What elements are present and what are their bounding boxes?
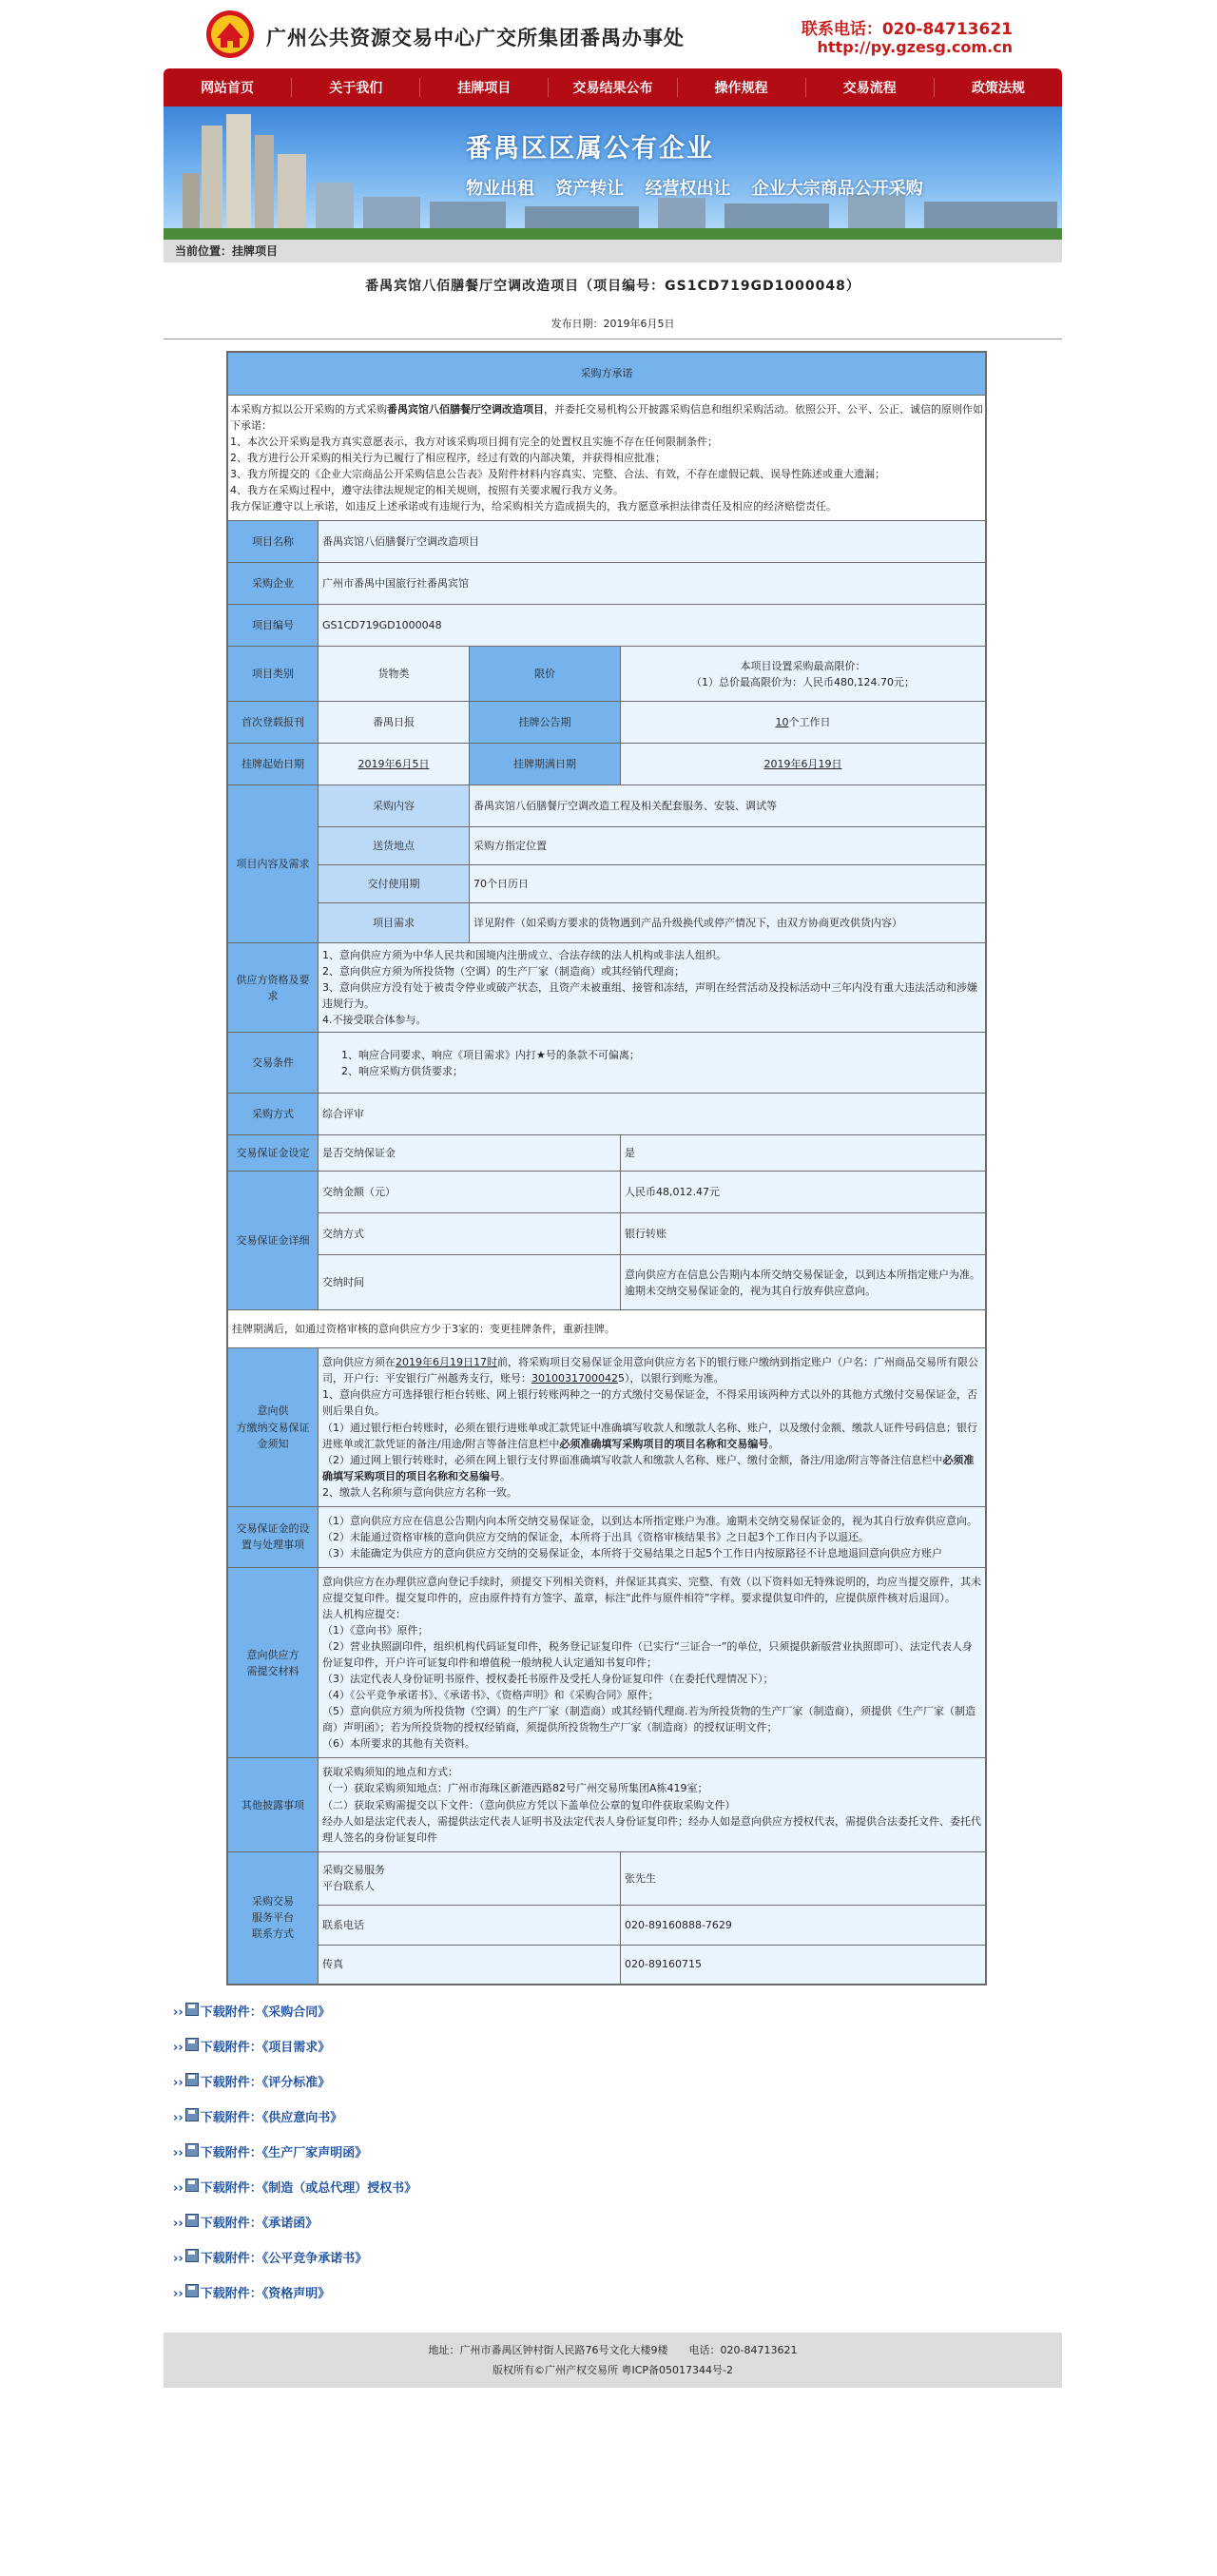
- double-arrow-icon: ››: [173, 2111, 184, 2126]
- deposit-time-label: 交纳时间: [319, 1255, 621, 1310]
- payment-text: 2、缴款人名称须与意向供应方名称一致。: [322, 1485, 517, 1499]
- category-label: 项目类别: [227, 647, 319, 702]
- floppy-disk-icon: [185, 2284, 199, 2297]
- download-requirements-link[interactable]: [173, 2030, 1062, 2065]
- download-label: 下载附件：《评分标准》: [200, 2076, 331, 2091]
- other-line: （一）获取采购须知地点：广州市海珠区新港西路82号广州交易所集团A栋419室；: [322, 1782, 708, 1795]
- floppy-disk-icon: [185, 2214, 199, 2227]
- start-date-label: 挂牌起始日期: [227, 744, 319, 785]
- commitment-project-name: 番禺宾馆八佰膳餐厅空调改造项目: [387, 403, 544, 416]
- download-label: 下载附件：《供应意向书》: [200, 2111, 343, 2126]
- payment-text: 意向供应方须在: [322, 1356, 396, 1369]
- payment-text: 1、意向供应方可选择银行柜台转账、网上银行转账两种之一的方式缴付交易保证金，不得采用该两种方式以外的其他方式缴付交易保证金，否则后果自负。: [322, 1388, 977, 1418]
- buyer-label: 采购企业: [227, 563, 319, 605]
- payment-text: 。: [500, 1469, 511, 1482]
- floppy-disk-icon: [185, 2073, 199, 2086]
- site-footer: [164, 2333, 1062, 2388]
- commitment-intro: 本采购方拟以公开采购的方式采购: [230, 403, 387, 416]
- double-arrow-icon: ››: [173, 2181, 184, 2197]
- payment-value: [319, 1348, 987, 1506]
- download-label: 下载附件：《生产厂家声明函》: [200, 2146, 368, 2161]
- document-line: （3）法定代表人身份证明书原件、授权委托书原件及受托人身份证复印件（在委托代理情况下）；: [322, 1673, 774, 1686]
- conditions-value: [319, 1033, 987, 1094]
- handling-line: （1）意向供应方应在信息公告期内向本所交纳交易保证金，以到达本所指定账户为准。逾期未交纳交易保证金的，视为其自行放弃供应意向。: [322, 1514, 977, 1527]
- website-url[interactable]: http://py.gzesg.com.cn: [817, 38, 1013, 56]
- commitment-heading: 采购方承诺: [227, 352, 986, 396]
- qualification-label: 供应方资格及要求: [227, 943, 319, 1033]
- requirement-value: 采购方指定位置: [470, 827, 987, 865]
- payment-text: （1）通过银行柜台转账时，必须在银行进账单或汇款凭证中准确填写收款人和缴款人名称、账户，以及缴付金额、缴款人证件号码信息；银行进账单或汇款凭证的备注/用途/附言等备注信息栏中: [322, 1421, 977, 1450]
- commitment-intro-end: ，并委托交易机构公开披露采购信息和组织采购活动。依照公开、公平、公正、诚信的原则作如下承诺：: [230, 403, 983, 433]
- documents-label: 意向供应方 需提交材料: [227, 1567, 319, 1758]
- download-contract-link[interactable]: [173, 1995, 1062, 2030]
- method-label: 采购方式: [227, 1094, 319, 1135]
- site-title: 广州公共资源交易中心广交所集团番禺办事处: [266, 27, 685, 49]
- nav-policy[interactable]: 政策法规: [971, 81, 1025, 96]
- nav-rules[interactable]: 操作规程: [678, 78, 806, 97]
- handling-line: （3）未能确定为供应方的意向供应方交纳的交易保证金，本所将于交易结果之日起5个工作日内按原路径不计息地退回意向供应方账户: [322, 1546, 942, 1559]
- announce-days: 10: [775, 716, 789, 729]
- download-scoring-link[interactable]: [173, 2065, 1062, 2101]
- double-arrow-icon: ››: [173, 2041, 184, 2056]
- payment-text: 5），以银行到账为准。: [617, 1372, 724, 1385]
- deposit-setting-label: 交易保证金设定: [227, 1135, 319, 1172]
- handling-value: [319, 1506, 987, 1567]
- requirement-value: 详见附件（如采购方要求的货物遇到产品升级换代或停产情况下，由双方协商更改供货内容）: [470, 903, 987, 943]
- deposit-way-value: 银行转账: [621, 1213, 987, 1255]
- commitment-item: 3、我方所提交的《企业大宗商品公开采购信息公告表》及附件材料内容真实、完整、合法、有效，不存在虚假记载、误导性陈述或重大遗漏；: [230, 468, 885, 481]
- contact-phone-label: 联系电话: [319, 1905, 621, 1945]
- page: [164, 0, 1062, 2388]
- double-arrow-icon: ››: [173, 2146, 184, 2161]
- banner: [164, 107, 1062, 240]
- buyer-value: 广州市番禺中国旅行社番禺宾馆: [319, 563, 987, 605]
- price-label: 限价: [470, 647, 621, 702]
- document-line: （5）意向供应方须为所投货物（空调）的生产厂家（制造商）或其经销代理商.若为所投货物的生产厂家（制造商），须提供《生产厂家（制造商）声明函》；若为所投货物的授权经销商，须提供所投货物生产厂家（制造商）的授权证明文件；: [322, 1705, 976, 1734]
- deposit-detail-label: 交易保证金详细: [227, 1172, 319, 1310]
- price-value: [621, 647, 987, 702]
- banner-subtitle: 物业出租 资产转让 经营权出让 企业大宗商品公开采购: [466, 179, 923, 199]
- qualification-line: 1、意向供应方须为中华人民共和国境内注册成立、合法存续的法人机构或非法人组织。: [322, 949, 726, 962]
- publish-date: 发布日期：2019年6月5日: [551, 318, 675, 330]
- contact-fax-label: 传真: [319, 1945, 621, 1985]
- nav-home[interactable]: 网站首页: [164, 78, 292, 97]
- qualification-line: 4.不接受联合体参与。: [322, 1014, 427, 1027]
- download-label: 下载附件：《项目需求》: [200, 2041, 331, 2056]
- deposit-time-value: 意向供应方在信息公告期内本所交纳交易保证金，以到达本所指定账户为准。逾期未交纳交易保证金的，视为其自行放弃供应意向。: [621, 1255, 987, 1310]
- deposit-setting-question: 是否交纳保证金: [319, 1135, 621, 1172]
- announce-unit: 个工作日: [788, 716, 831, 729]
- requirement-name: 采购内容: [319, 785, 470, 827]
- relisting-notice: 挂牌期满后，如通过资格审核的意向供应方少于3家的：变更挂牌条件，重新挂牌。: [227, 1310, 986, 1348]
- document-line: （6）本所要求的其他有关资料。: [322, 1737, 475, 1751]
- download-commitment-link[interactable]: [173, 2206, 1062, 2241]
- footer-address: 地址：广州市番禺区钟村街人民路76号文化大楼9楼 电话：020-84713621: [428, 2344, 798, 2357]
- main-nav: [164, 68, 1062, 107]
- floppy-disk-icon: [185, 2003, 199, 2016]
- requirement-name: 送货地点: [319, 827, 470, 865]
- site-header: [164, 0, 1062, 67]
- breadcrumb: 当前位置：挂牌项目: [164, 240, 1062, 262]
- double-arrow-icon: ››: [173, 2217, 184, 2232]
- contact-fax-value: 020-89160715: [621, 1945, 987, 1985]
- footer-copyright: 版权所有©广州产权交易所 粤ICP备05017344号-2: [492, 2364, 733, 2377]
- payment-deadline: 2019年6月19日17时: [396, 1356, 497, 1369]
- handling-line: （2）未能通过资格审核的意向供应方交纳的保证金，本所将于出具《资格审核结果书》之日起3个工作日内予以退还。: [322, 1530, 869, 1543]
- requirement-value: 番禺宾馆八佰膳餐厅空调改造工程及相关配套服务、安装、调试等: [470, 785, 987, 827]
- double-arrow-icon: ››: [173, 2252, 184, 2267]
- price-text: 本项目设置采购最高限价：: [740, 659, 866, 672]
- announce-value: [621, 702, 987, 744]
- download-fair-competition-link[interactable]: [173, 2241, 1062, 2276]
- download-authorization-link[interactable]: [173, 2171, 1062, 2206]
- document-line: （1）《意向书》原件；: [322, 1624, 429, 1637]
- media-label: 首次登载报刊: [227, 702, 319, 744]
- condition-line: 2、响应采购方供货要求；: [341, 1064, 463, 1077]
- end-date-value: 2019年6月19日: [621, 744, 987, 785]
- download-label: 下载附件：《采购合同》: [200, 2005, 331, 2021]
- method-value: 综合评审: [319, 1094, 987, 1135]
- project-info-table: [226, 351, 987, 1985]
- contact-label: 采购交易 服务平台 联系方式: [227, 1851, 319, 1985]
- conditions-label: 交易条件: [227, 1033, 319, 1094]
- project-name-value: 番禺宾馆八佰膳餐厅空调改造项目: [319, 521, 987, 563]
- logo-icon: [205, 10, 255, 59]
- banner-title: 番禺区区属公有企业: [466, 134, 714, 164]
- document-line: 意向供应方在办理供应意向登记手续时，须提交下列相关资料，并保证其真实、完整、有效（以下资料如无特殊说明的，均应当提交原件，其未应提交复印件。提交复印件的，应由原件持有方签字、盖章，标注“此件与原件相符”字样。要求提供复印件的，应提供原件核对后退回）。: [322, 1575, 981, 1604]
- payment-text: 。: [768, 1437, 780, 1450]
- deposit-setting-value: 是: [621, 1135, 987, 1172]
- double-arrow-icon: ››: [173, 2076, 184, 2091]
- code-value: GS1CD719GD1000048: [319, 605, 987, 647]
- payment-emphasis: 必须准确填写采购项目的项目名称和交易编号: [559, 1437, 769, 1450]
- download-label: 下载附件：《承诺函》: [200, 2217, 319, 2232]
- condition-line: 1、响应合同要求、响应《项目需求》内打★号的条款不可偏离；: [341, 1048, 640, 1061]
- download-intent-link[interactable]: [173, 2101, 1062, 2136]
- requirements-label: 项目内容及需求: [227, 785, 319, 943]
- start-date-value: 2019年6月5日: [319, 744, 470, 785]
- download-label: 下载附件：《资格声明》: [200, 2287, 331, 2302]
- download-label: 下载附件：《制造（或总代理）授权书》: [200, 2181, 417, 2197]
- nav-listings[interactable]: 挂牌项目: [420, 78, 549, 97]
- attachment-list: [173, 1995, 1062, 2312]
- commitment-item: 2、我方进行公开采购的相关行为已履行了相应程序，经过有效的内部决策，并获得相应批准；: [230, 452, 666, 465]
- deposit-amount-label: 交纳金额（元）: [319, 1172, 621, 1213]
- commitment-item: 4、我方在采购过程中，遵守法律法规规定的相关规则，按照有关要求履行我方义务。: [230, 484, 624, 497]
- qualification-line: 2、意向供应方须为所投货物（空调）的生产厂家（制造商）或其经销代理商；: [322, 965, 685, 978]
- price-amount: （1）总价最高限价为：人民币480,124.70元；: [691, 675, 915, 688]
- floppy-disk-icon: [185, 2143, 199, 2157]
- payment-text: 前，将采购项目交易保证金用意向供应方名下的银行账户缴纳到指定账户（户名：广州商品交易所有限公司，开户行：平安银行广州越秀支行，账号：: [322, 1356, 978, 1385]
- double-arrow-icon: ››: [173, 2005, 184, 2021]
- contact-name-value: 张先生: [621, 1851, 987, 1905]
- handling-label: 交易保证金的设置与处理事项: [227, 1506, 319, 1567]
- requirement-name: 项目需求: [319, 903, 470, 943]
- other-line: （二）获取采购需提交以下文件：（意向供应方凭以下盖单位公章的复印件获取采购文件）: [322, 1798, 736, 1811]
- media-value: 番禺日报: [319, 702, 470, 744]
- floppy-disk-icon: [185, 2038, 199, 2051]
- document-line: 法人机构应提交：: [322, 1607, 406, 1620]
- qualification-line: 3、意向供应方没有处于被责令停业或破产状态，且资产未被重组、接管和冻结，声明在经营活动及投标活动中三年内没有重大违法活动和涉嫌违规行为。: [322, 981, 977, 1011]
- requirement-value: 70个日历日: [470, 865, 987, 903]
- other-line: 经办人如是法定代表人，需提供法定代表人证明书及法定代表人身份证复印件；经办人如是意向供应方授权代表，需提供合法委托文件、委托代理人签名的身份证复印件: [322, 1814, 981, 1844]
- city-skyline-image: [164, 107, 1062, 240]
- commitment-item: 我方保证遵守以上承诺，如违反上述承诺或有违规行为，给采购相关方造成损失的，我方愿意承担法律责任及相应的经济赔偿责任。: [230, 500, 837, 513]
- payment-label: 意向供 方缴纳交易保证金须知: [227, 1348, 319, 1506]
- payment-emphasis: 必须准确填写采购项目的项目名称和交易编号: [322, 1453, 975, 1482]
- commitment-item: 1、本次公开采购是我方真实意愿表示，我方对该采购项目拥有完全的处置权且实施不存在任何限制条件；: [230, 436, 718, 449]
- commitment-text: [227, 396, 986, 521]
- contact-name-label: 采购交易服务 平台联系人: [319, 1851, 621, 1905]
- announce-label: 挂牌公告期: [470, 702, 621, 744]
- document-line: （2）营业执照副印件，组织机构代码证复印件，税务登记证复印件（已实行“三证合一”的单位，只须提供新版营业执照即可）、法定代表人身份证复印件，开户许可证复印件和增值税一般纳税人认定通知书复印件；: [322, 1640, 973, 1670]
- document-line: （4）《公平竞争承诺书》、《承诺书》、《资格声明》和《采购合同》原件；: [322, 1689, 659, 1702]
- floppy-disk-icon: [185, 2179, 199, 2192]
- download-label: 下载附件：《公平竞争承诺书》: [200, 2252, 368, 2267]
- hotline: 联系电话：020-84713621: [801, 20, 1013, 39]
- other-line: 获取采购须知的地点和方式：: [322, 1766, 458, 1779]
- floppy-disk-icon: [185, 2108, 199, 2121]
- deposit-way-label: 交纳方式: [319, 1213, 621, 1255]
- download-qualification-link[interactable]: [173, 2276, 1062, 2312]
- end-date-label: 挂牌期满日期: [470, 744, 621, 785]
- nav-results[interactable]: 交易结果公布: [549, 78, 677, 97]
- payment-account: 3010031700042: [531, 1372, 618, 1385]
- double-arrow-icon: ››: [173, 2287, 184, 2302]
- qualification-value: [319, 943, 987, 1033]
- download-manufacturer-link[interactable]: [173, 2136, 1062, 2171]
- requirement-name: 交付使用期: [319, 865, 470, 903]
- other-value: [319, 1758, 987, 1851]
- code-label: 项目编号: [227, 605, 319, 647]
- project-name-label: 项目名称: [227, 521, 319, 563]
- nav-about[interactable]: 关于我们: [292, 78, 420, 97]
- nav-process[interactable]: 交易流程: [806, 78, 935, 97]
- floppy-disk-icon: [185, 2249, 199, 2262]
- contact-phone-value: 020-89160888-7629: [621, 1905, 987, 1945]
- documents-value: [319, 1567, 987, 1758]
- project-title: 番禺宾馆八佰膳餐厅空调改造项目（项目编号：GS1CD719GD1000048）: [365, 279, 860, 294]
- payment-text: （2）通过网上银行转账时，必须在网上银行支付界面准确填写收款人和缴款人名称、账户、缴付金额，备注/用途/附言等备注信息栏中: [322, 1453, 943, 1466]
- category-value: 货物类: [319, 647, 470, 702]
- other-label: 其他披露事项: [227, 1758, 319, 1851]
- deposit-amount-value: 人民币48,012.47元: [621, 1172, 987, 1213]
